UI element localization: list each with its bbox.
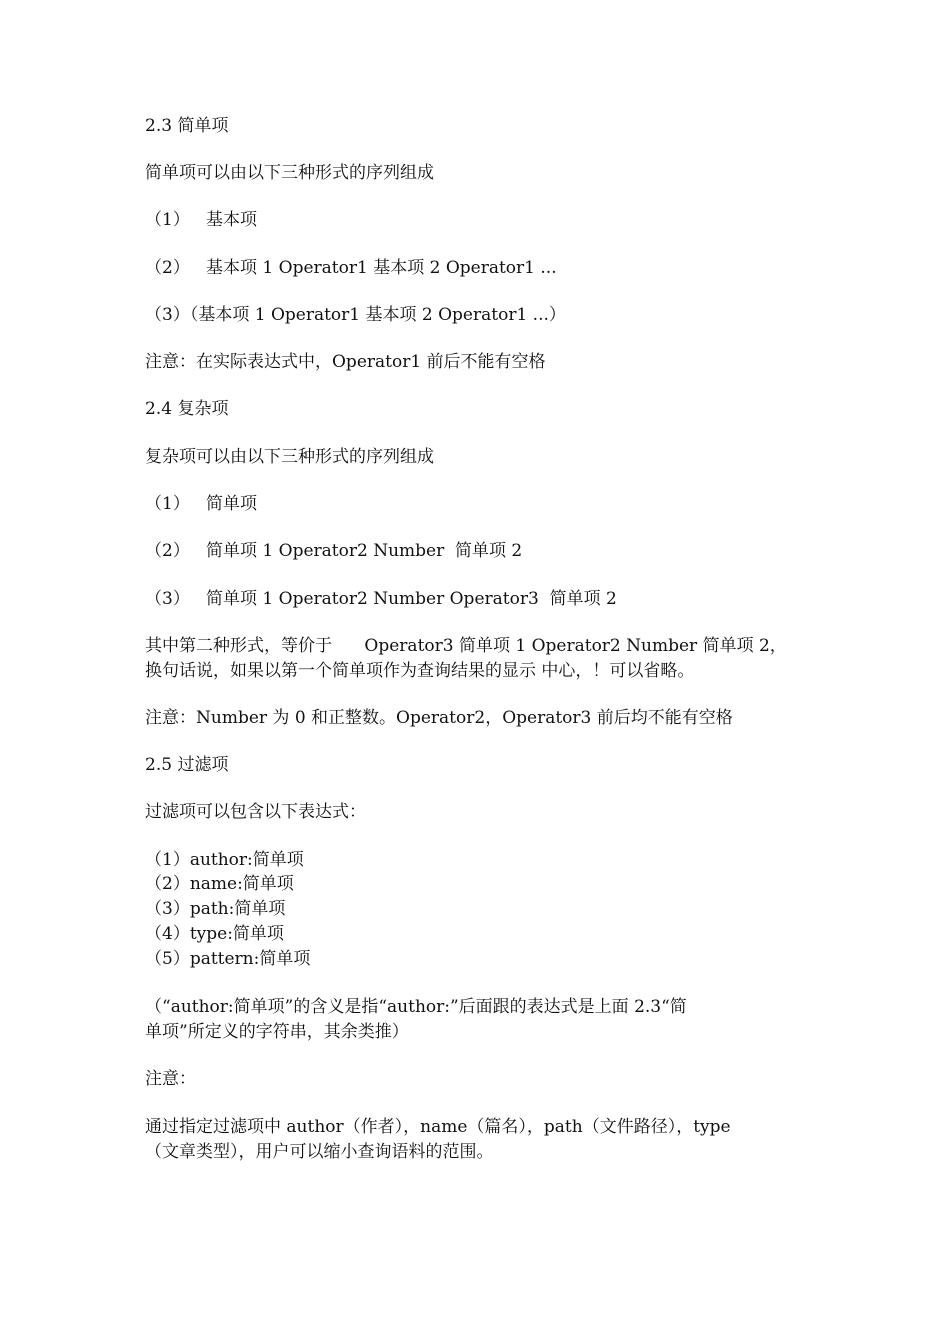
section-2-3-item-1: （1） 基本项 [145, 210, 258, 230]
section-2-4-item-1: （1） 简单项 [145, 494, 258, 514]
section-2-5-explain-line-1: （“author:简单项”的含义是指“author:”后面跟的表达式是上面 2.3“简 [145, 997, 687, 1017]
section-2-3-heading: 2.3 简单项 [145, 116, 229, 136]
section-2-3-item-3: （3）（基本项 1 Operator1 基本项 2 Operator1 ...） [145, 305, 566, 325]
section-2-4-paragraph-line-1: 其中第二种形式，等价于 Operator3 简单项 1 Operator2 Number 简单项 2， [145, 636, 787, 656]
section-2-3-intro: 简单项可以由以下三种形式的序列组成 [145, 163, 434, 183]
section-2-5-note-label: 注意： [145, 1069, 196, 1089]
section-2-5-item-1: （1）author:简单项 [145, 850, 304, 870]
section-2-4-item-3: （3） 简单项 1 Operator2 Number Operator3 简单项 2 [145, 589, 617, 609]
section-2-5-intro: 过滤项可以包含以下表达式： [145, 802, 366, 822]
section-2-5-item-5: （5）pattern:简单项 [145, 949, 311, 969]
section-2-4-note: 注意：Number 为 0 和正整数。Operator2，Operator3 前后均不能有空格 [145, 708, 733, 728]
section-2-5-explain-line-2: 单项”所定义的字符串，其余类推） [145, 1022, 409, 1042]
section-2-3-item-2: （2） 基本项 1 Operator1 基本项 2 Operator1 ... [145, 258, 557, 278]
section-2-5-item-3: （3）path:简单项 [145, 899, 286, 919]
section-2-5-heading: 2.5 过滤项 [145, 755, 229, 775]
section-2-5-final-line-1: 通过指定过滤项中 author（作者），name（篇名），path（文件路径），type [145, 1117, 731, 1137]
section-2-5-item-2: （2）name:简单项 [145, 874, 294, 894]
section-2-4-item-2: （2） 简单项 1 Operator2 Number 简单项 2 [145, 541, 523, 561]
section-2-5-final-line-2: （文章类型），用户可以缩小查询语料的范围。 [145, 1142, 494, 1162]
section-2-4-paragraph-line-2: 换句话说，如果以第一个简单项作为查询结果的显示 中心，！可以省略。 [145, 661, 695, 681]
section-2-3-note: 注意：在实际表达式中，Operator1 前后不能有空格 [145, 352, 546, 372]
section-2-5-item-4: （4）type:简单项 [145, 924, 284, 944]
section-2-4-heading: 2.4 复杂项 [145, 399, 229, 419]
section-2-4-intro: 复杂项可以由以下三种形式的序列组成 [145, 447, 434, 467]
